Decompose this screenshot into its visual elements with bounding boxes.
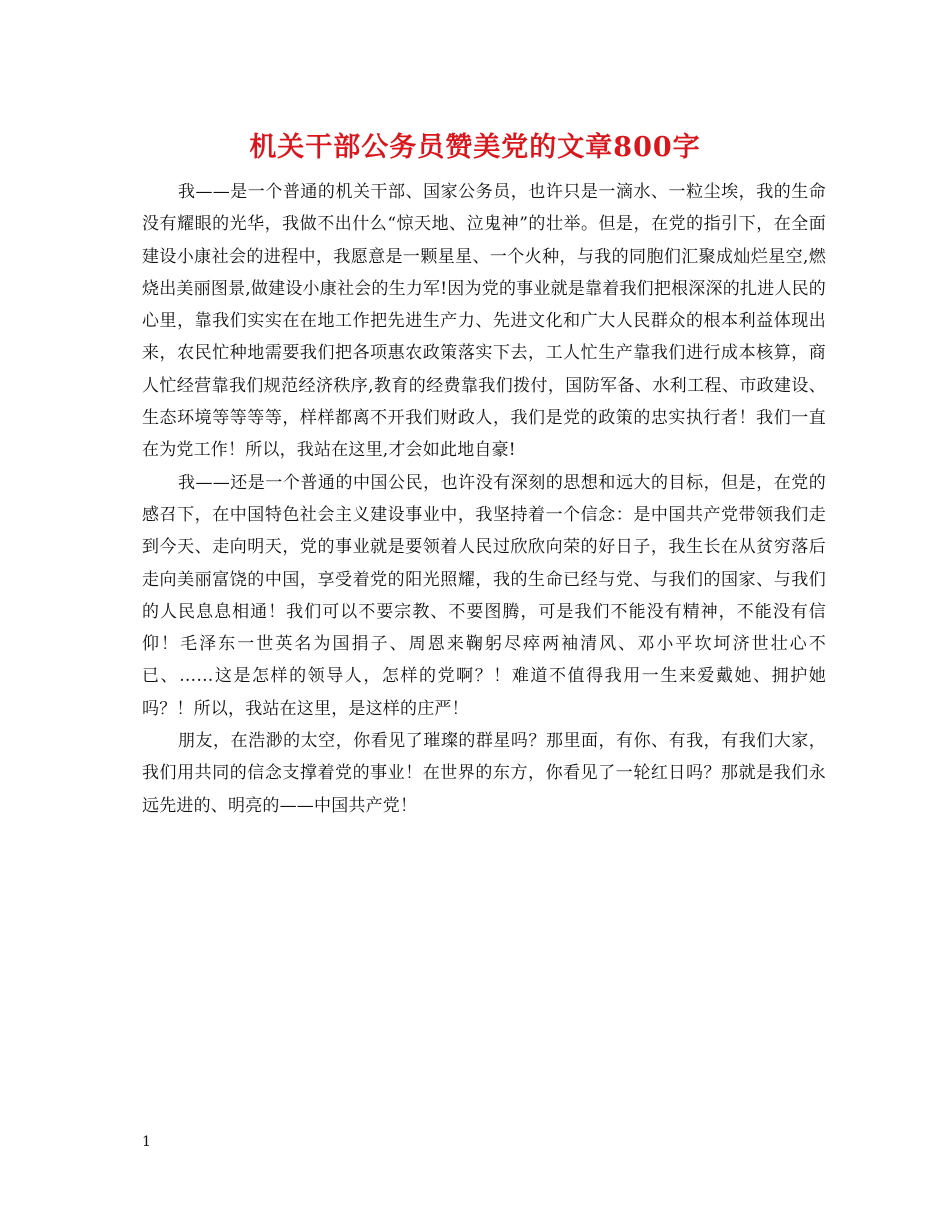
document-body <box>142 176 826 822</box>
paragraph-1: 我——是一个普通的机关干部、国家公务员，也许只是一滴水、一粒尘埃，我的生命没有耀眼的光华，我做不出什么“惊天地、泣鬼神”的壮举。但是，在党的指引下，在全面建设小康社会的进程中，我愿意是一颗星星、一个火种，与我的同胞们汇聚成灿烂星空,燃烧出美丽图景,做建设小康社会的生力军!因为党的事业就是靠着我们把根深深的扎进人民的心里，靠我们实实在在地工作把先进生产力、先进文化和广大人民群众的根本利益体现出来，农民忙种地需要我们把各项惠农政策落实下去，工人忙生产靠我们进行成本核算，商人忙经营靠我们规范经济秩序,教育的经费靠我们拨付，国防军备、水利工程、市政建设、生态环境等等等等，样样都离不开我们财政人，我们是党的政策的忠实执行者！我们一直在为党工作！所以，我站在这里,才会如此地自豪! <box>142 182 826 461</box>
paragraph-2: 我——还是一个普通的中国公民，也许没有深刻的思想和远大的目标，但是，在党的感召下，在中国特色社会主义建设事业中，我坚持着一个信念：是中国共产党带领我们走到今天、走向明天，党的事业就是要领着人民过欣欣向荣的好日子，我生长在从贫穷落后走向美丽富饶的中国，享受着党的阳光照耀，我的生命已经与党、与我们的国家、与我们的人民息息相通！我们可以不要宗教、不要图腾，可是我们不能没有精神，不能没有信仰！毛泽东一世英名为国捐子、周恩来鞠躬尽瘁两袖清风、邓小平坎坷济世壮心不已、……这是怎样的领导人，怎样的党啊？！难道不值得我用一生来爱戴她、拥护她吗？！所以，我站在这里，是这样的庄严！ <box>142 472 826 719</box>
paragraph-3: 朋友，在浩渺的太空，你看见了璀璨的群星吗？那里面，有你、有我，有我们大家，我们用共同的信念支撑着党的事业！在世界的东方，你看见了一轮红日吗？那就是我们永远先进的、明亮的——中国共产党！ <box>142 731 826 816</box>
document-title: 机关干部公务员赞美党的文章800字 <box>249 132 701 163</box>
page-number: 1 <box>142 1134 151 1150</box>
